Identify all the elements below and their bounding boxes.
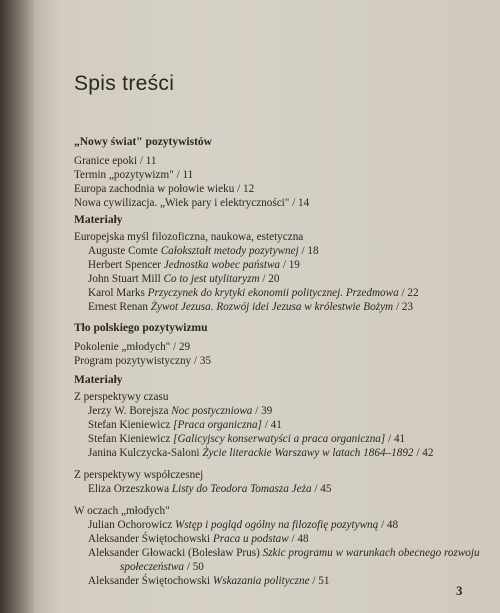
toc-entry: Program pozytywistyczny / 35 [74, 355, 212, 367]
entry-author: Stefan Kieniewicz [88, 433, 171, 445]
toc-entry [88, 519, 398, 531]
toc-entry [88, 273, 279, 285]
entry-page: / 45 [311, 483, 332, 495]
toc-entry [88, 533, 309, 545]
entry-title: Co to jest utylitaryzm [163, 273, 260, 285]
toc-entry: Pokolenie „młodych" / 29 [74, 341, 191, 353]
entry-title: Noc postyczniowa [171, 405, 253, 417]
entry-page: / 51 [309, 575, 330, 587]
entry-page: / 41 [385, 433, 406, 445]
entry-title: Jednostka wobec państwa [163, 259, 281, 271]
entry-title: Wskazania polityczne [212, 575, 310, 587]
entry-author: Eliza Orzeszkowa [88, 483, 170, 495]
book-page [34, 0, 500, 613]
entry-author: Julian Ochorowicz [88, 519, 173, 531]
toc-entry: Termin „pozytywizm" / 11 [74, 169, 194, 181]
toc-entry [88, 433, 405, 445]
entry-title: Całokształt metody pozytywnej [160, 245, 299, 257]
toc-entry [88, 405, 272, 417]
toc-subheading: Europejska myśl filozoficzna, naukowa, estetyczna [74, 231, 304, 243]
entry-author: Janina Kulczycka-Saloni [88, 447, 200, 459]
entry-author: Aleksander Świętochowski [88, 575, 211, 587]
entry-page: / 19 [280, 259, 300, 271]
entry-title: Szkic programu w warunkach obecnego rozwoju [262, 547, 480, 559]
entry-page: / 48 [288, 533, 309, 545]
toc-entry [88, 447, 433, 459]
toc-entry [88, 287, 419, 299]
toc-entry [88, 245, 319, 257]
entry-page: / 20 [259, 273, 280, 285]
entry-title: Żywot Jezusa. Rozwój idei Jezusa w królestwie Bożym [150, 301, 394, 313]
entry-author: Stefan Kieniewicz [88, 419, 171, 431]
entry-title: [Galicyjscy konserwatyści a praca organiczna] [173, 433, 386, 445]
toc-entry [88, 547, 480, 559]
entry-title: [Praca organiczna] [173, 419, 262, 431]
book-gutter [0, 0, 34, 613]
toc-entry: Nowa cywilizacja. „Wiek pary i elektryczności" / 14 [74, 197, 310, 209]
entry-page: / 42 [413, 447, 434, 459]
entry-author: Auguste Comte [88, 245, 158, 257]
page-title: Spis treści [74, 72, 175, 95]
entry-title: Praca u podstaw [212, 533, 289, 545]
entry-title: społeczeństwa [120, 561, 185, 573]
entry-author: Aleksander Świętochowski [88, 533, 211, 545]
entry-title: Wstęp i pogląd ogólny na filozofię pozytywną [175, 519, 379, 531]
entry-author: Aleksander Głowacki (Bolesław Prus) [88, 547, 260, 559]
entry-title: Listy do Teodora Tomasza Jeża [171, 483, 312, 495]
section-heading: Materiały [74, 214, 123, 226]
entry-author: John Stuart Mill [88, 273, 161, 285]
entry-page: / 22 [398, 287, 419, 299]
section-heading: „Nowy świat" pozytywistów [74, 136, 212, 148]
entry-page: / 18 [298, 245, 319, 257]
entry-author: Karol Marks [88, 287, 145, 299]
toc-entry [88, 259, 300, 271]
entry-author: Jerzy W. Borejsza [88, 405, 169, 417]
toc-subheading: Z perspektywy czasu [74, 391, 169, 403]
entry-page: / 48 [378, 519, 399, 531]
section-heading: Materiały [74, 374, 123, 386]
entry-page: / 23 [393, 301, 414, 313]
page-number: 3 [456, 583, 463, 598]
toc-entry [88, 483, 331, 495]
entry-page: / 39 [252, 405, 273, 417]
toc-subheading: Z perspektywy współczesnej [74, 469, 204, 481]
entry-page: / 41 [261, 419, 282, 431]
entry-title: Przyczynek do krytyki ekonomii politycznej. Przedmowa [147, 287, 399, 299]
toc-entry [88, 575, 329, 587]
toc-entry: Europa zachodnia w połowie wieku / 12 [74, 183, 255, 195]
toc-entry [88, 419, 282, 431]
entry-title: Życie literackie Warszawy w latach 1864–1892 [202, 447, 414, 459]
toc-entry-continuation [120, 561, 204, 573]
entry-author: Herbert Spencer [88, 259, 161, 271]
section-heading: Tło polskiego pozytywizmu [74, 322, 208, 334]
entry-author: Ernest Renan [88, 301, 148, 313]
entry-page: / 50 [184, 561, 204, 573]
toc-entry [88, 301, 413, 313]
toc-subheading: W oczach „młodych" [74, 505, 170, 517]
toc-entry: Granice epoki / 11 [74, 155, 157, 167]
